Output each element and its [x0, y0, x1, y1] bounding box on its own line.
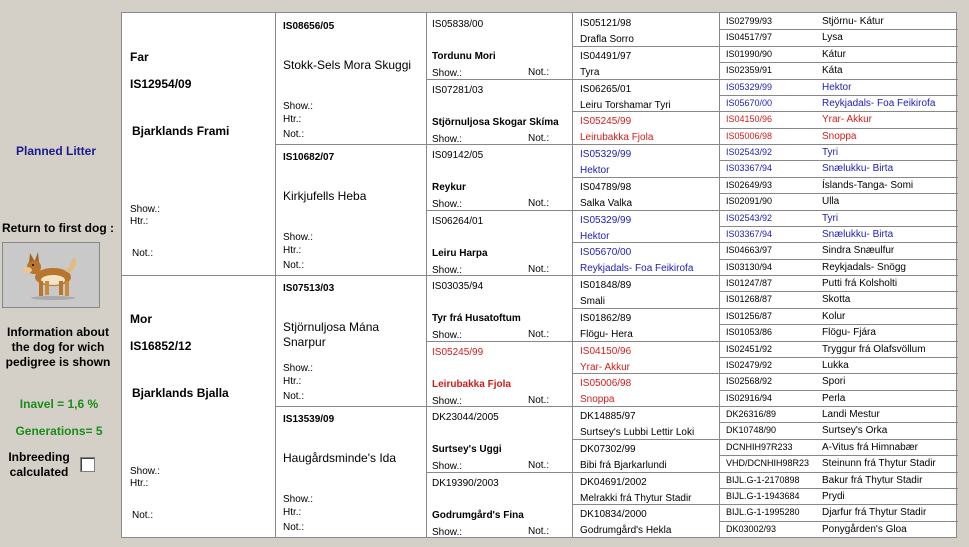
- ancestor-registration: IS02479/92: [726, 359, 773, 370]
- ancestor-name[interactable]: Surtsey's Lubbi Lettir Loki: [580, 427, 695, 438]
- row-divider: [719, 439, 958, 440]
- ancestor-name[interactable]: Hektor: [580, 165, 610, 176]
- ancestor-registration: IS01862/89: [580, 312, 632, 324]
- ancestor-name[interactable]: Hektor: [822, 81, 852, 93]
- not-label: Not.:: [528, 394, 550, 406]
- row-divider: [275, 275, 426, 276]
- ancestor-registration: IS02543/92: [726, 212, 773, 223]
- ancestor-registration: IS05006/98: [580, 378, 632, 390]
- row-divider: [572, 275, 719, 276]
- ancestor-name[interactable]: Ulla: [822, 196, 840, 208]
- row-divider: [572, 406, 719, 407]
- show-label: Show.:: [130, 466, 161, 477]
- ancestor-name[interactable]: Lukka: [822, 359, 849, 371]
- ancestor-registration: IS02649/93: [726, 179, 773, 190]
- planned-litter-link[interactable]: Planned Litter: [15, 144, 96, 158]
- row-divider: [572, 111, 719, 112]
- ancestor-name[interactable]: Djarfur frá Thytur Stadir: [822, 507, 927, 519]
- ancestor-registration: DCNHIH97R233: [726, 441, 793, 452]
- not-label: Not.:: [528, 329, 550, 340]
- row-divider: [719, 242, 958, 243]
- dog-icon: [3, 243, 99, 307]
- ancestor-registration: IS01268/87: [726, 294, 773, 305]
- ancestor-registration: IS02799/93: [726, 16, 773, 26]
- row-divider: [572, 144, 719, 145]
- ancestor-name[interactable]: Prydi: [822, 490, 845, 502]
- not-label: Not.:: [528, 263, 550, 275]
- ancestor-registration: IS02568/92: [726, 376, 773, 387]
- ancestor-registration: IS02916/94: [726, 392, 773, 403]
- ancestor-registration: DK19390/2003: [432, 477, 499, 489]
- parent-name[interactable]: Bjarklands Bjalla: [132, 386, 229, 400]
- show-label: Show.:: [283, 232, 314, 243]
- not-label: Not.:: [528, 460, 550, 471]
- row-divider: [275, 406, 426, 407]
- ancestor-name[interactable]: Melrakki frá Thytur Stadir: [580, 492, 692, 504]
- show-label: Show.:: [432, 133, 463, 145]
- parent-role: Mor: [130, 312, 152, 326]
- info-text: Information about the dog for wich pedigree is shown: [5, 325, 111, 369]
- show-label: Show.:: [432, 461, 463, 472]
- row-divider: [719, 390, 958, 391]
- generations-count: Generations= 5: [15, 424, 103, 438]
- row-divider: [122, 275, 275, 276]
- row-divider: [572, 177, 719, 178]
- ancestor-registration: DK23044/2005: [432, 412, 499, 423]
- ancestor-name[interactable]: Flögu- Fjára: [822, 327, 876, 339]
- row-divider: [719, 210, 958, 211]
- ancestor-name[interactable]: Perla: [822, 392, 846, 404]
- show-label: Show.:: [432, 199, 463, 210]
- ancestor-name[interactable]: Leirubakka Fjola: [580, 132, 654, 144]
- row-divider: [719, 455, 958, 456]
- show-label: Show.:: [283, 363, 314, 374]
- ancestor-name[interactable]: Drafla Sorro: [580, 34, 634, 45]
- row-divider: [719, 275, 958, 276]
- row-divider: [719, 324, 958, 325]
- row-divider: [572, 472, 719, 473]
- ancestor-name[interactable]: Tyri: [822, 147, 839, 158]
- ancestor-registration: BIJL.G-1-1995280: [726, 507, 800, 518]
- grandparent-name[interactable]: Kirkjufells Heba: [283, 189, 367, 203]
- ancestor-registration: IS02451/92: [726, 343, 773, 354]
- ancestor-registration: IS04517/97: [726, 32, 773, 43]
- return-to-first-dog-button[interactable]: [2, 242, 100, 308]
- ancestor-name[interactable]: Bakur frá Thytur Stadir: [822, 474, 923, 486]
- ancestor-name[interactable]: Stjörnuljosa Skogar Skíma: [432, 116, 559, 128]
- ancestor-name[interactable]: A-Vitus frá Himnabær: [822, 441, 918, 453]
- ancestor-registration: IS04663/97: [726, 245, 773, 256]
- not-label: Not.:: [132, 510, 154, 521]
- ancestor-name[interactable]: Surtsey's Orka: [822, 425, 888, 437]
- row-divider: [426, 79, 572, 80]
- not-label: Not.:: [528, 525, 550, 537]
- ancestor-name[interactable]: Yrar- Akkur: [822, 114, 873, 126]
- ancestor-name[interactable]: Reykjadals- Snögg: [822, 261, 906, 273]
- ancestor-name[interactable]: Snælukku- Birta: [822, 228, 894, 240]
- row-divider: [719, 259, 958, 260]
- row-divider: [719, 341, 958, 342]
- row-divider: [719, 472, 958, 473]
- row-divider: [719, 128, 958, 129]
- not-label: Not.:: [283, 522, 305, 533]
- not-label: Not.:: [528, 198, 550, 209]
- ancestor-name[interactable]: Káta: [822, 65, 843, 77]
- ancestor-registration: DK04691/2002: [580, 476, 647, 488]
- row-divider: [719, 308, 958, 309]
- ancestor-name[interactable]: Tyr frá Husatoftum: [432, 313, 521, 324]
- ancestor-name[interactable]: Íslands-Tanga- Somi: [822, 179, 914, 191]
- row-divider: [572, 242, 719, 243]
- ancestor-name[interactable]: Skotta: [822, 294, 851, 306]
- row-divider: [275, 144, 426, 145]
- ancestor-name[interactable]: Kolur: [822, 310, 846, 322]
- htr-label: Htr.:: [130, 478, 149, 489]
- ancestor-name[interactable]: Ponygården's Gloa: [822, 523, 907, 535]
- ancestor-name[interactable]: Salka Valka: [580, 197, 633, 209]
- ancestor-name[interactable]: Leiru Torshamar Tyri: [580, 99, 671, 111]
- ancestor-name[interactable]: Kátur: [822, 48, 846, 60]
- not-label: Not.:: [132, 248, 154, 259]
- htr-label: Htr.:: [283, 114, 302, 125]
- ancestor-name[interactable]: Spori: [822, 376, 846, 388]
- row-divider: [719, 291, 958, 292]
- ancestor-registration: VHD/DCNHIH98R23: [726, 458, 810, 469]
- row-divider: [572, 504, 719, 505]
- row-divider: [572, 79, 719, 80]
- not-label: Not.:: [283, 260, 305, 271]
- ancestor-registration: DK07302/99: [580, 443, 636, 455]
- ancestor-registration: BIJL.G-1-1943684: [726, 490, 800, 501]
- htr-label: Htr.:: [283, 376, 302, 387]
- row-divider: [719, 62, 958, 63]
- row-divider: [572, 210, 719, 211]
- inbreeding-coefficient: Inavel = 1,6 %: [19, 397, 99, 411]
- htr-label: Htr.:: [283, 507, 302, 518]
- ancestor-registration: IS03130/94: [726, 261, 773, 272]
- ancestor-registration: IS05006/98: [726, 130, 773, 141]
- ancestor-registration: IS01990/90: [726, 48, 773, 59]
- ancestor-name[interactable]: Reykur: [432, 182, 466, 193]
- row-divider: [572, 373, 719, 374]
- ancestor-name[interactable]: Tyri: [822, 212, 839, 224]
- ancestor-name[interactable]: Snoppa: [822, 130, 857, 142]
- ancestor-name[interactable]: Landi Mestur: [822, 409, 880, 420]
- ancestor-registration: IS01053/86: [726, 327, 773, 338]
- ancestor-registration: IS05245/99: [432, 346, 484, 358]
- ancestor-name[interactable]: Lysa: [822, 32, 843, 44]
- ancestor-name[interactable]: Surtsey's Uggi: [432, 444, 502, 455]
- ancestor-registration: DK10834/2000: [580, 509, 647, 521]
- row-divider: [719, 504, 958, 505]
- row-divider: [719, 406, 958, 407]
- ancestor-registration: IS05329/99: [580, 149, 632, 160]
- grandparent-registration: IS13539/09: [283, 414, 335, 425]
- ancestor-registration: IS04491/97: [580, 50, 632, 62]
- ancestor-registration: IS05670/00: [580, 247, 632, 259]
- ancestor-registration: IS02359/91: [726, 65, 773, 76]
- ancestor-registration: IS03367/94: [726, 228, 773, 239]
- show-label: Show.:: [432, 68, 463, 79]
- ancestor-name[interactable]: Leirubakka Fjola: [432, 378, 511, 390]
- show-label: Show.:: [432, 395, 463, 407]
- show-label: Show.:: [130, 204, 161, 215]
- not-label: Not.:: [283, 391, 305, 402]
- ancestor-registration: IS05121/98: [580, 18, 632, 29]
- show-label: Show.:: [432, 330, 463, 341]
- ancestor-name[interactable]: Hektor: [580, 230, 610, 242]
- row-divider: [719, 226, 958, 227]
- ancestor-registration: IS04789/98: [580, 181, 632, 193]
- ancestor-registration: IS06265/01: [580, 83, 632, 95]
- row-divider: [719, 521, 958, 522]
- ancestor-name[interactable]: Reykjadals- Foa Feikirofa: [580, 263, 694, 275]
- grandparent-registration: IS10682/07: [283, 152, 335, 163]
- ancestor-name[interactable]: Sindra Snæulfur: [822, 245, 895, 257]
- ancestor-registration: DK26316/89: [726, 409, 777, 419]
- grandparent-registration: IS07513/03: [283, 283, 335, 294]
- ancestor-name[interactable]: Putti frá Kolsholti: [822, 278, 898, 289]
- ancestor-name[interactable]: Smali: [580, 296, 606, 307]
- ancestor-registration: BIJL.G-1-2170898: [726, 474, 800, 485]
- ancestor-registration: IS05329/99: [726, 81, 773, 92]
- row-divider: [719, 160, 958, 161]
- row-divider: [426, 210, 572, 211]
- row-divider: [719, 144, 958, 145]
- ancestor-registration: IS05245/99: [580, 116, 632, 128]
- ancestor-registration: DK03002/93: [726, 523, 777, 534]
- grandparent-name[interactable]: Haugårdsminde's Ida: [283, 451, 397, 465]
- ancestor-registration: IS04150/96: [580, 345, 632, 357]
- row-divider: [572, 341, 719, 342]
- ancestor-registration: IS01848/89: [580, 280, 632, 291]
- ancestor-name[interactable]: Snoppa: [580, 394, 615, 406]
- ancestor-registration: IS03035/94: [432, 281, 484, 292]
- ancestor-registration: IS04150/96: [726, 114, 773, 125]
- row-divider: [572, 439, 719, 440]
- pedigree-table: [121, 12, 957, 538]
- return-label: Return to first dog :: [2, 221, 114, 235]
- row-divider: [719, 79, 958, 80]
- show-label: Show.:: [432, 526, 463, 538]
- ancestor-name[interactable]: Godrumgård's Fina: [432, 509, 524, 521]
- show-label: Show.:: [432, 264, 463, 276]
- htr-label: Htr.:: [130, 216, 149, 227]
- grandparent-name[interactable]: Stokk-Sels Mora Skuggi: [283, 58, 412, 72]
- ancestor-registration: IS05329/99: [580, 214, 632, 226]
- ancestor-registration: IS05670/00: [726, 97, 773, 108]
- not-label: Not.:: [528, 132, 550, 144]
- ancestor-registration: IS01247/87: [726, 278, 773, 288]
- ancestor-name[interactable]: Tryggur frá Olafsvöllum: [822, 343, 926, 355]
- row-divider: [719, 357, 958, 358]
- ancestor-name[interactable]: Snælukku- Birta: [822, 163, 894, 175]
- ancestor-registration: IS03367/94: [726, 163, 773, 174]
- row-divider: [426, 341, 572, 342]
- parent-registration: IS16852/12: [130, 339, 192, 353]
- row-divider: [719, 193, 958, 194]
- grandparent-registration: IS08656/05: [283, 21, 335, 32]
- row-divider: [719, 488, 958, 489]
- row-divider: [719, 95, 958, 96]
- grandparent-name[interactable]: Stjörnuljosa Mána Snarpur: [283, 320, 380, 349]
- row-divider: [572, 46, 719, 47]
- ancestor-name[interactable]: Tyra: [580, 66, 600, 78]
- not-label: Not.:: [283, 129, 305, 140]
- ancestor-registration: IS02543/92: [726, 147, 773, 157]
- row-divider: [572, 308, 719, 309]
- ancestor-name[interactable]: Leiru Harpa: [432, 247, 488, 259]
- row-divider: [719, 46, 958, 47]
- row-divider: [719, 29, 958, 30]
- row-divider: [719, 177, 958, 178]
- ancestor-name[interactable]: Tordunu Mori: [432, 51, 496, 62]
- ancestor-name[interactable]: Yrar- Akkur: [580, 361, 631, 373]
- ancestor-registration: DK10748/90: [726, 425, 777, 436]
- ancestor-name[interactable]: Godrumgård's Hekla: [580, 525, 672, 537]
- parent-role: Far: [130, 50, 149, 64]
- left-panel: [0, 0, 118, 547]
- ancestor-registration: IS07281/03: [432, 84, 484, 96]
- ancestor-name[interactable]: Stjörnu- Kátur: [822, 16, 884, 27]
- ancestor-name[interactable]: Bibi frá Bjarkarlundi: [580, 459, 667, 471]
- inbreeding-checkbox[interactable]: [80, 457, 95, 472]
- ancestor-registration: DK14885/97: [580, 411, 636, 422]
- ancestor-registration: IS05838/00: [432, 19, 484, 30]
- row-divider: [719, 422, 958, 423]
- parent-name[interactable]: Bjarklands Frami: [132, 124, 230, 138]
- show-label: Show.:: [283, 494, 314, 505]
- row-divider: [426, 472, 572, 473]
- htr-label: Htr.:: [283, 245, 302, 256]
- not-label: Not.:: [528, 67, 550, 78]
- ancestor-registration: IS01256/87: [726, 310, 773, 321]
- ancestor-registration: IS09142/05: [432, 150, 484, 161]
- ancestor-registration: IS06264/01: [432, 215, 484, 227]
- row-divider: [719, 373, 958, 374]
- parent-registration: IS12954/09: [130, 77, 192, 91]
- ancestor-name[interactable]: Reykjadals- Foa Feikirofa: [822, 97, 936, 109]
- ancestor-name[interactable]: Flögu- Hera: [580, 328, 633, 340]
- row-divider: [719, 111, 958, 112]
- ancestor-registration: IS02091/90: [726, 196, 773, 207]
- ancestor-name[interactable]: Steinunn frá Thytur Stadir: [822, 458, 936, 470]
- inbreeding-label: Inbreeding calculated: [8, 450, 70, 479]
- show-label: Show.:: [283, 101, 314, 112]
